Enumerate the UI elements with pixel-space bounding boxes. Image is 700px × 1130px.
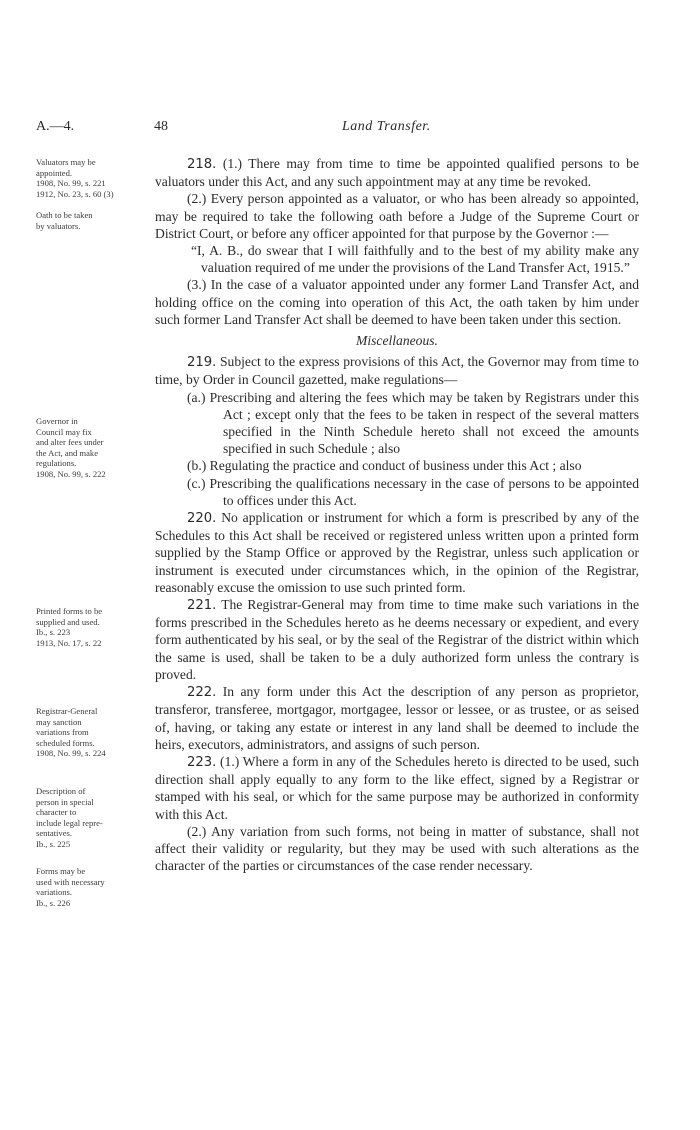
margin-note-forms-variations [36, 866, 152, 908]
page-header [36, 119, 666, 139]
section-number: 223. [187, 754, 217, 770]
margin-note-variations [36, 706, 152, 759]
margin-note-line: variations from [36, 727, 89, 738]
margin-note-line: regulations. [36, 458, 77, 469]
margin-note-citation: Ib., s. 226 [36, 897, 71, 908]
margin-note-line: may sanction [36, 716, 82, 727]
margin-note-citation: 1913, No. 17, s. 22 [36, 637, 102, 648]
margin-note-line: variations. [36, 887, 73, 898]
margin-note-citation: 1912, No. 23, s. 60 (3) [36, 188, 114, 199]
margin-note-citation: 1908, No. 99, s. 222 [36, 468, 106, 479]
section-219-clause-a: (a.) Prescribing and altering the fees which may be taken by Registrars under this Act ; except only that the fees to be taken in respect of the several matters specified in the Ninth Schedule hereto shall not exceed the amounts specified in such Schedule ; also [187, 389, 639, 457]
margin-note-line: scheduled forms. [36, 737, 95, 748]
section-number: 220. [187, 511, 217, 527]
margin-note-description [36, 786, 152, 850]
margin-note-line: Forms may be [36, 866, 86, 876]
margin-note-line: character to [36, 807, 77, 818]
section-text: (1.) Where a form in any of the Schedules hereto is directed to be used, such direction shall apply equally to any form to the like effect, signed by a Registrar or stamped with his seal, or which for the same purpose may be authorized in conformity with this Act. [155, 753, 639, 822]
oath-quote: “I, A. B., do swear that I will faithfully and to the best of my ability make any valuation required of me under the provisions of the Land Transfer Act, 1915.” [191, 243, 639, 276]
margin-note-line: Governor in [36, 416, 78, 426]
section-219-intro [155, 353, 639, 388]
margin-note-line: Council may fix [36, 426, 92, 437]
section-number: 222. [187, 685, 217, 701]
section-text: The Registrar-General may from time to time make such variations in the forms prescribed in the Schedules hereto as he deems necessary or expedient, and every form authenticated by his seal, or by the seal of the Registrar of the district within which the same is used, shall be taken to be a duly authorized form unless the contrary is proved. [155, 597, 640, 682]
margin-note-printed-forms [36, 606, 152, 648]
section-text: No application or instrument for which a form is prescribed by any of the Schedules to this Act shall be received or registered unless written upon a printed form supplied by the Stamp Office or approved by the Registrar, unless such application or instrument is executed under circumstances which, in the opinion of the Registrar, reasonably excuse the omission to use such printed form. [155, 510, 639, 595]
section-223-paragraph-2: (2.) Any variation from such forms, not being in matter of substance, shall not affect their validity or regularity, but they may be used with such alterations as the character of the parties or circumstances of the case render necessary. [155, 823, 639, 874]
running-title: Land Transfer. [342, 119, 431, 134]
document-reference: A.—4. [36, 119, 75, 134]
margin-note-line: Oath to be taken [36, 210, 93, 220]
section-218-paragraph-1 [155, 155, 639, 190]
margin-note-citation: 1908, No. 99, s. 224 [36, 748, 106, 759]
section-text: (1.) There may from time to time be appointed qualified persons to be valuators under this Act, and any such appointment may at any time be revoked. [155, 156, 640, 190]
section-text: In any form under this Act the description of any person as proprietor, transferor, transferee, mortgagor, mortgagee, lessor or lessee, or as trustee, or as seised of, having, or taking any estate or interest in any land shall be deemed to include the heirs, executors, administrators, and assigns of such person. [155, 684, 639, 752]
margin-note-line: appointed. [36, 167, 73, 178]
section-number: 218. [187, 157, 217, 172]
margin-note-oath [36, 210, 152, 231]
margin-note-regulations [36, 416, 152, 480]
margin-note-line: Description of [36, 786, 86, 796]
margin-note-line: Valuators may be [36, 157, 96, 167]
margin-note-line: include legal repre- [36, 817, 103, 828]
section-text: Subject to the express provisions of this Act, the Governor may from time to time, by Order in Council gazetted, make regulations— [155, 354, 639, 388]
margin-note-line: by valuators. [36, 220, 81, 231]
margin-note-valuators [36, 157, 152, 199]
margin-note-line: supplied and used. [36, 616, 100, 627]
margin-note-line: and alter fees under [36, 437, 104, 448]
section-222 [155, 683, 639, 753]
section-218-paragraph-2: (2.) Every person appointed as a valuator, or who has been already so appointed, may be required to take the following oath before a Judge of the Supreme Court or District Court, or before any officer appointed for that purpose by the Governor :— [155, 191, 639, 241]
section-220 [155, 509, 639, 596]
page-number: 48 [154, 119, 168, 134]
section-218-paragraph-3: (3.) In the case of a valuator appointed under any former Land Transfer Act, and holding office on the coming into operation of this Act, the oath taken by him under such former Land Transfer Act shall be deemed to have been taken under this section. [155, 277, 639, 327]
section-number: 219. [187, 355, 217, 371]
section-219-clause-b: (b.) Regulating the practice and conduct of business under this Act ; also [187, 458, 582, 474]
margin-note-line: the Act, and make [36, 447, 99, 458]
section-219-clause-c: (c.) Prescribing the qualifications necessary in the case of persons to be appointed to offices under this Act. [187, 475, 639, 508]
miscellaneous-heading: Miscellaneous. [356, 333, 438, 349]
main-text [155, 155, 639, 874]
margin-note-line: person in special [36, 796, 94, 807]
margin-note-line: sentatives. [36, 828, 73, 839]
margin-note-line: Printed forms to be [36, 606, 103, 616]
margin-note-line: used with necessary [36, 876, 105, 887]
margin-note-line: Registrar-General [36, 706, 98, 716]
margin-note-citation: Ib., s. 225 [36, 838, 71, 849]
section-223-paragraph-1 [155, 753, 639, 823]
margin-note-citation: 1908, No. 99, s. 221 [36, 178, 106, 189]
section-number: 221. [187, 598, 217, 614]
margin-note-citation: Ib., s. 223 [36, 627, 71, 638]
section-221 [155, 596, 639, 683]
